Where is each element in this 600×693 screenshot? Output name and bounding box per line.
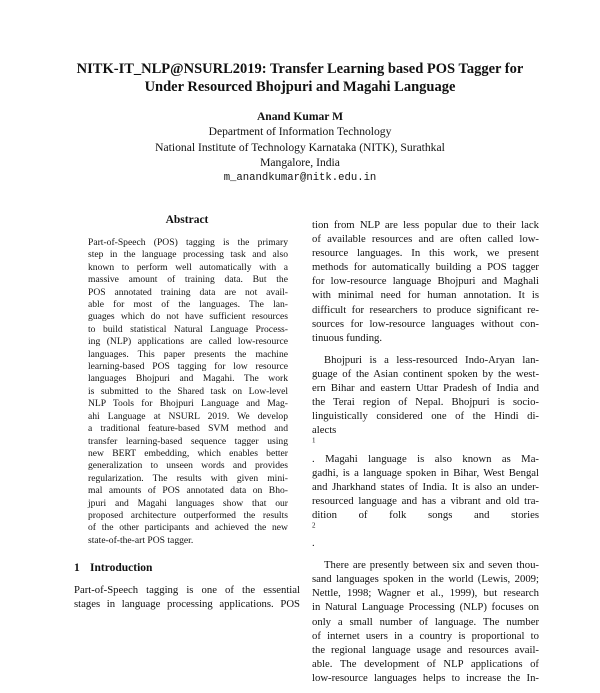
- section-number: 1: [74, 562, 80, 575]
- text-line: to build statistical Natural Language Process-: [88, 323, 288, 335]
- text-line: a traditional feature-based SVM method and: [88, 423, 288, 435]
- body-paragraph: [312, 353, 539, 550]
- text-line: for low-resource language Bhojpuri and Maghali: [312, 275, 539, 288]
- text-line: stages in language processing applications. POS: [74, 598, 300, 611]
- text-line: guages which do not have sufficient resources: [88, 311, 288, 323]
- text-fragment: dition of folk songs and stories: [312, 508, 539, 521]
- author-location: Mangalore, India: [260, 156, 340, 170]
- text-line: with minimal need for human annotation. It is: [312, 289, 539, 302]
- paper-title: [40, 60, 560, 96]
- body-paragraph: [312, 218, 539, 345]
- section-heading-introduction: [74, 561, 300, 575]
- text-line: learning-based POS tagging for low resource: [88, 361, 288, 373]
- footnote-marker: 1: [312, 436, 316, 445]
- text-line: Nettle, 1998; Wagner et al., 1999), but research: [312, 587, 539, 600]
- text-line: guage of the Asian continent spoken by the west-: [312, 367, 539, 380]
- text-line: of available resources and are often called low-: [312, 233, 539, 246]
- text-line: mal amounts of POS annotated data on Bho-: [88, 485, 288, 497]
- text-line: resourced language and has a vibrant and old tra-: [312, 494, 539, 507]
- title-line: NITK-IT_NLP@NSURL2019: Transfer Learning based POS Tagger for: [76, 61, 524, 77]
- text-line: able for most of the languages. The lan-: [88, 299, 288, 311]
- text-line: sand languages spoken in the world (Lewis, 2009;: [312, 573, 539, 586]
- text-line: [312, 423, 539, 465]
- text-fragment: . Magahi language is also known as Ma-: [312, 452, 539, 465]
- text-line: state-of-the-art POS tagger.: [88, 534, 194, 546]
- text-line: able. The development of NLP applications of: [312, 657, 539, 670]
- author-institute: National Institute of Technology Karnataka (NITK), Surathkal: [155, 140, 445, 154]
- text-line: new BERT embedding, which enables better: [88, 447, 288, 459]
- text-line: NLP Tools for Bhojpuri Language and Mag-: [88, 398, 288, 410]
- text-line: step in the language processing task and also: [88, 249, 288, 261]
- abstract-body: [88, 237, 288, 547]
- introduction-body: [74, 583, 300, 611]
- author-email: m_anandkumar@nitk.edu.in: [223, 171, 377, 184]
- body-paragraph: [312, 558, 539, 685]
- left-column: [74, 213, 300, 611]
- text-line: and Jharkhand states of India. It is also an under-: [312, 480, 539, 493]
- text-line: gadhi, is a language spoken in Bihar, West Bengal: [312, 466, 539, 479]
- author-block: [40, 109, 560, 186]
- section-title: Introduction: [90, 562, 153, 575]
- text-line: is submitted to the Shared task on Low-level: [88, 385, 288, 397]
- text-line: only a small number of language. The number: [312, 615, 539, 628]
- text-line: known to perform well automatically with a: [88, 261, 288, 273]
- text-line: transfer learning-based sequence tagger using: [88, 435, 288, 447]
- abstract-heading: Abstract: [165, 214, 209, 226]
- text-line: of internet users in a country is proportional to: [312, 629, 539, 642]
- text-line: in Natural Language Processing (NLP) focuses on: [312, 601, 539, 614]
- text-line: resource languages. In this work, we present: [312, 247, 539, 260]
- text-line: Bhojpuri is a less-resourced Indo-Aryan lan-: [324, 353, 539, 366]
- text-line: generalization to unseen words and provides: [88, 460, 288, 472]
- text-line: jpuri and Magahi languages show that our: [88, 497, 288, 509]
- text-line: POS annotated training data are not avail-: [88, 286, 288, 298]
- text-line: tion from NLP are less popular due to their lack: [312, 219, 539, 231]
- text-line: [312, 508, 539, 550]
- text-line: ahi Language at NSURL 2019. We develop: [88, 410, 288, 422]
- text-line: languages. This paper presents the machine: [88, 348, 288, 360]
- text-line: ing (NLP) applications are called low-resource: [88, 336, 288, 348]
- text-line: Part-of-Speech tagging is one of the essential: [74, 584, 300, 597]
- footnote-marker: 2: [312, 521, 316, 530]
- text-line: difficult for researchers to produce significant re-: [312, 303, 539, 316]
- text-line: proposed architecture outperformed the results: [88, 509, 288, 521]
- text-fragment: alects: [312, 424, 337, 437]
- text-line: Part-of-Speech (POS) tagging is the primary: [88, 237, 288, 248]
- text-line: There are presently between six and seven thou-: [324, 559, 539, 572]
- text-line: the Terai region of Nepal. Bhojpuri is socio-: [312, 396, 539, 409]
- text-line: massive amount of training data. But the: [88, 274, 288, 286]
- text-line: languages Bhojpuri and Magahi. The work: [88, 373, 288, 385]
- text-line: ern Bihar and eastern Uttar Pradesh of India and: [312, 382, 539, 395]
- text-line: the regional language usage and resources avail-: [312, 643, 539, 656]
- text-line: methods for automatically building a POS tagger: [312, 261, 539, 274]
- text-line: of the other participants and achieved the new: [88, 522, 288, 534]
- author-department: Department of Information Technology: [208, 125, 392, 139]
- text-line: sources for low-resource languages without con-: [312, 317, 539, 330]
- text-line: low-resource languages helps to increase the In-: [312, 671, 539, 684]
- text-fragment: .: [312, 537, 315, 550]
- right-column: [312, 218, 539, 693]
- text-line: linguistically considered one of the Hindi di-: [312, 410, 539, 423]
- title-line: Under Resourced Bhojpuri and Magahi Language: [144, 79, 456, 95]
- author-name: Anand Kumar M: [256, 110, 344, 123]
- text-line: regularization. The results with given mini-: [88, 472, 288, 484]
- text-line: tinuous funding.: [312, 331, 383, 344]
